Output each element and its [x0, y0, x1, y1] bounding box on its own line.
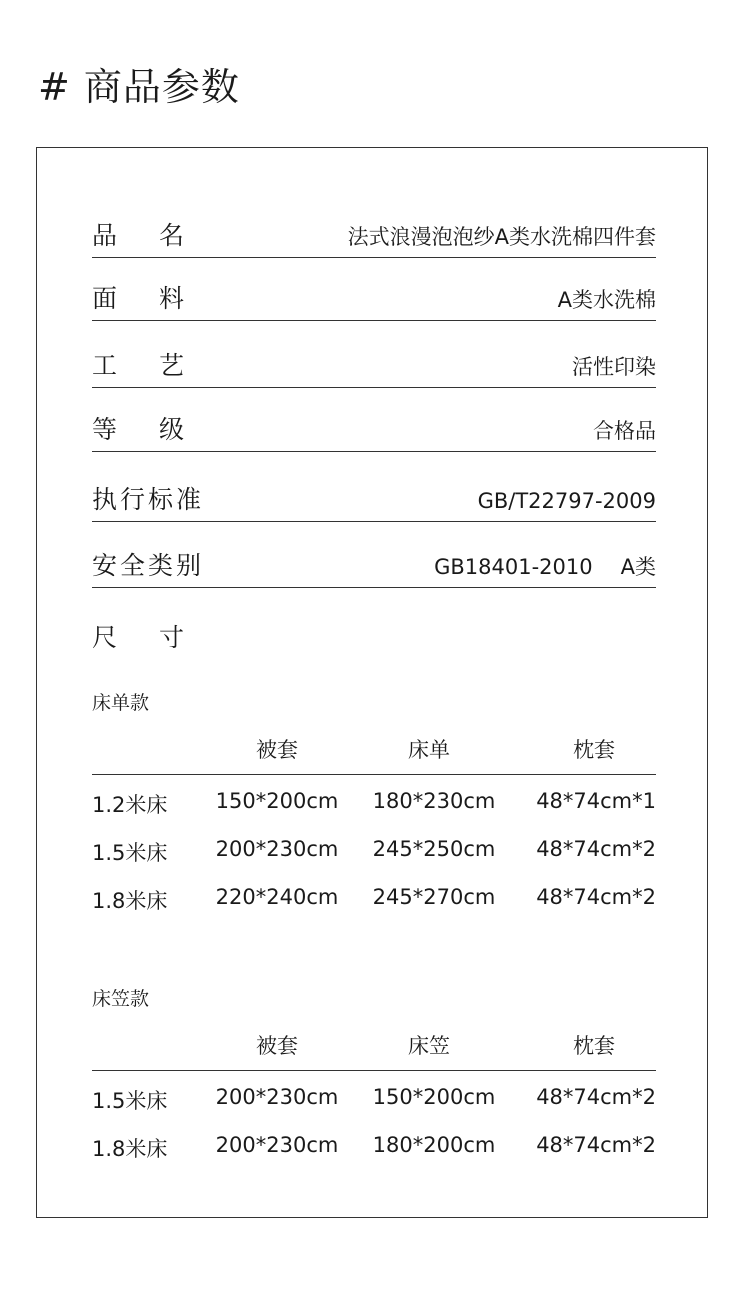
spec-row-craft [92, 347, 656, 388]
table-cell: 48*74cm*2 [536, 1085, 656, 1109]
table-cell: 1.5米床 [92, 1089, 168, 1113]
table-cell: 220*240cm [215, 885, 339, 909]
sheet-style-label: 床单款 [92, 692, 150, 714]
table-row [92, 885, 656, 933]
column-header: 枕套 [573, 1034, 615, 1058]
column-header: 枕套 [573, 738, 615, 762]
table-cell: 1.2米床 [92, 793, 168, 817]
spec-value: 活性印染 [572, 355, 656, 379]
table-cell: 200*230cm [215, 837, 339, 861]
spec-row-fabric [92, 280, 656, 321]
spec-panel [36, 147, 708, 1218]
column-header: 被套 [256, 738, 298, 762]
safety-standard: GB18401-2010 [434, 555, 593, 579]
table-cell: 245*270cm [372, 885, 496, 909]
table-row [92, 837, 656, 885]
column-header: 被套 [256, 1034, 298, 1058]
table-cell: 200*230cm [215, 1085, 339, 1109]
spec-row-product-name [92, 217, 656, 258]
fitted-size-table [92, 1024, 656, 1181]
spec-value: A类水洗棉 [557, 288, 656, 312]
spec-label: 执行标准 [92, 485, 205, 514]
spec-label: 品名 [92, 221, 227, 250]
table-cell: 48*74cm*2 [536, 837, 656, 861]
column-header: 床单 [408, 738, 450, 762]
table-cell: 150*200cm [215, 789, 339, 813]
table-cell: 1.8米床 [92, 1137, 168, 1161]
table-row [92, 789, 656, 837]
spec-value: 合格品 [593, 419, 656, 443]
table-cell: 180*230cm [372, 789, 496, 813]
table-cell: 48*74cm*1 [536, 789, 656, 813]
spec-label: 等级 [92, 415, 227, 444]
table-row [92, 1085, 656, 1133]
sheet-size-table [92, 728, 656, 933]
column-header: 床笠 [408, 1034, 450, 1058]
safety-class: A类 [620, 555, 656, 579]
spec-value: 法式浪漫泡泡纱A类水洗棉四件套 [347, 225, 656, 249]
size-title: 尺寸 [92, 623, 227, 652]
table-cell: 1.5米床 [92, 841, 168, 865]
spec-label: 安全类别 [92, 551, 205, 580]
spec-label: 工艺 [92, 351, 227, 380]
spec-row-standard [92, 481, 656, 522]
table-cell: 180*200cm [372, 1133, 496, 1157]
spec-value [434, 553, 656, 581]
table-cell: 245*250cm [372, 837, 496, 861]
table-cell: 150*200cm [372, 1085, 496, 1109]
table-header [92, 1024, 656, 1071]
page-title: # 商品参数 [38, 65, 240, 109]
table-cell: 48*74cm*2 [536, 885, 656, 909]
fitted-style-label: 床笠款 [92, 988, 150, 1010]
table-row [92, 1133, 656, 1181]
table-cell: 48*74cm*2 [536, 1133, 656, 1157]
spec-row-grade [92, 411, 656, 452]
table-cell: 1.8米床 [92, 889, 168, 913]
table-header [92, 728, 656, 775]
spec-row-safety [92, 547, 656, 588]
table-cell: 200*230cm [215, 1133, 339, 1157]
spec-value: GB/T22797-2009 [477, 489, 656, 513]
spec-label: 面料 [92, 284, 227, 313]
